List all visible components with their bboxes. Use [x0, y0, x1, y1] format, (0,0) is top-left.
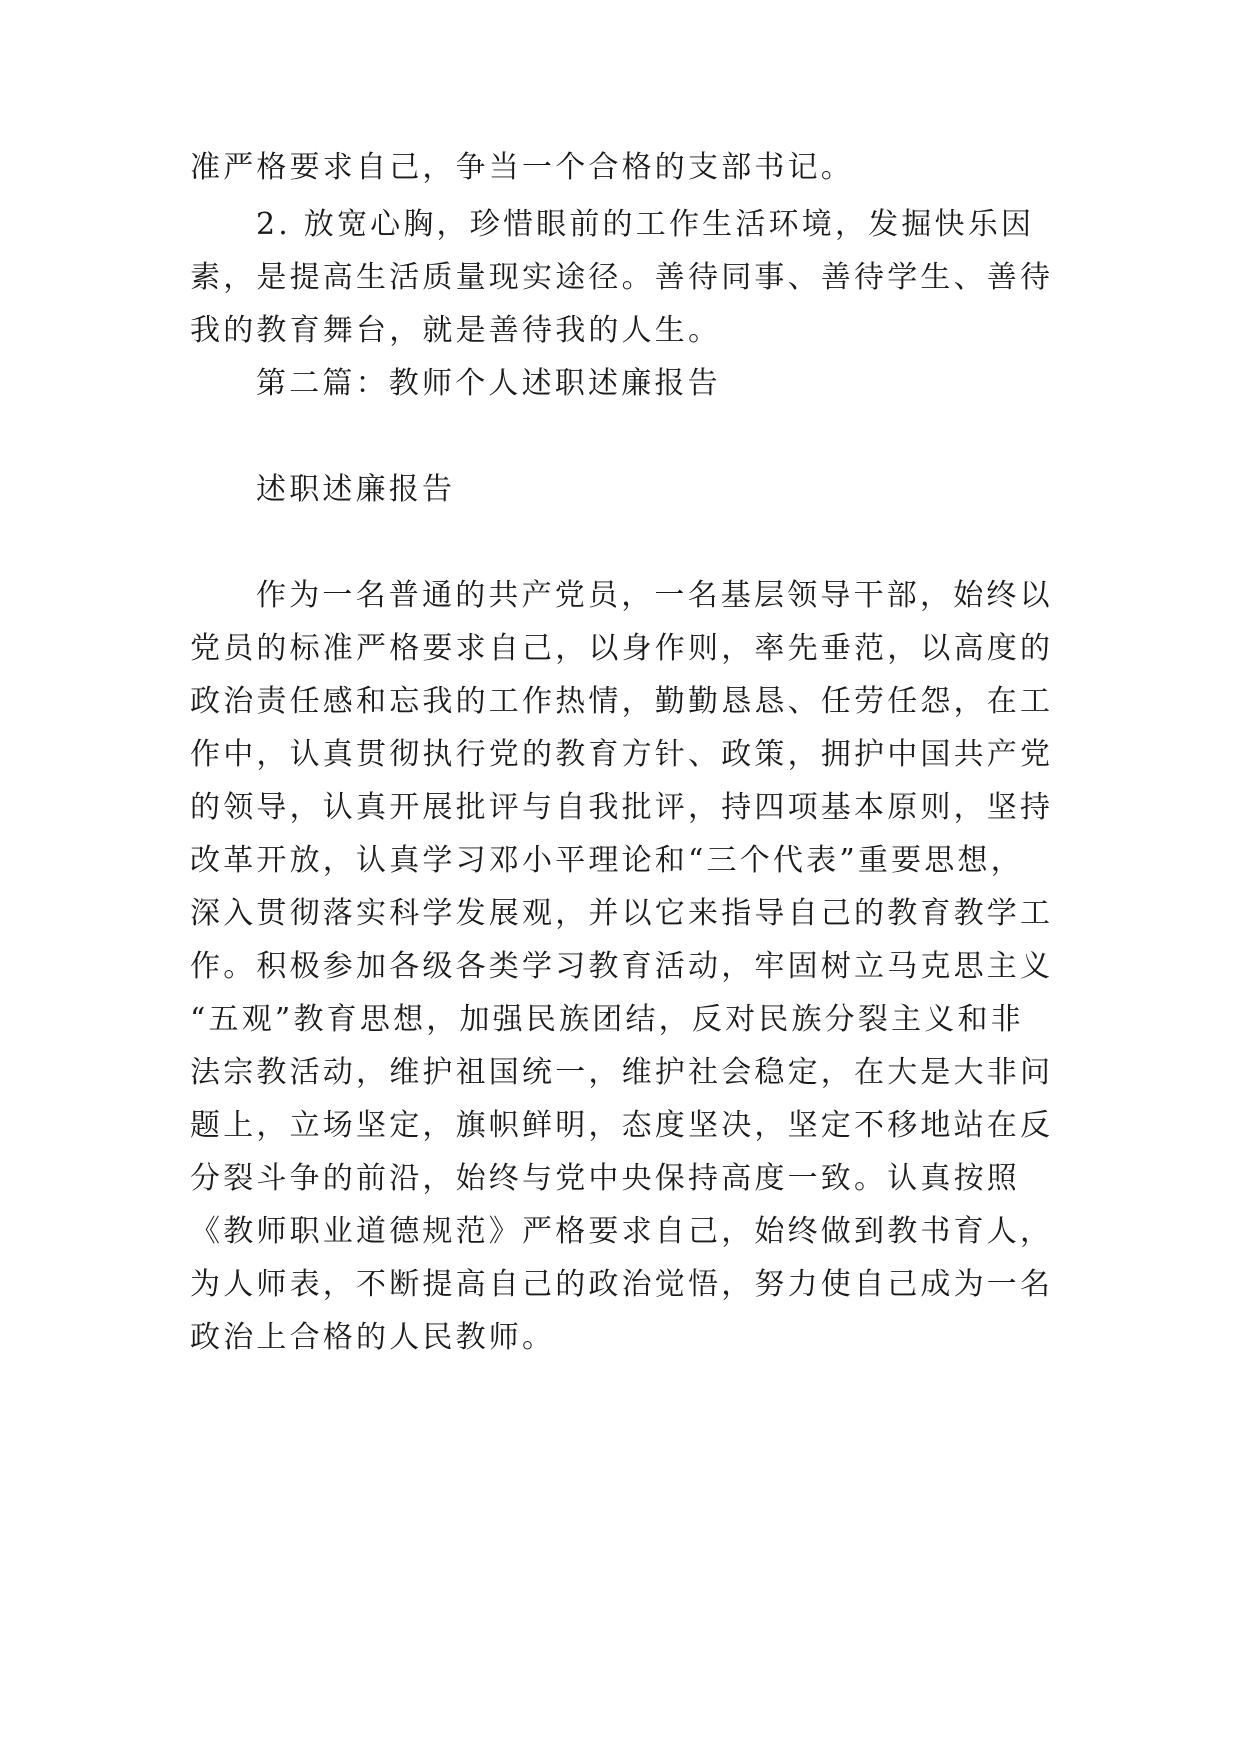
paragraph-line: 政治上合格的人民教师。: [190, 1320, 556, 1355]
section-heading: 第二篇：教师个人述职述廉报告: [256, 366, 721, 401]
paragraph-line: 准严格要求自己，争当一个合格的支部书记。: [190, 150, 854, 185]
paragraph-line: 作为一名普通的共产党员，一名基层领导干部，始终以: [256, 578, 1053, 613]
paragraph-line: 素，是提高生活质量现实途径。善待同事、善待学生、善待: [190, 260, 1054, 295]
paragraph-line: 分裂斗争的前沿，始终与党中央保持高度一致。认真按照: [190, 1161, 1020, 1196]
report-title: 述职述廉报告: [256, 472, 456, 507]
paragraph-line: 的领导，认真开展批评与自我批评，持四项基本原则，坚持: [190, 790, 1054, 825]
paragraph-line: 政治责任感和忘我的工作热情，勤勤恳恳、任劳任怨，在工: [190, 684, 1054, 719]
paragraph-line: 《教师职业道德规范》严格要求自己，始终做到教书育人，: [190, 1214, 1054, 1249]
paragraph-line: 2. 放宽心胸，珍惜眼前的工作生活环境，发掘快乐因: [256, 207, 1035, 242]
paragraph-line: 题上，立场坚定，旗帜鲜明，态度坚决，坚定不移地站在反: [190, 1108, 1054, 1143]
paragraph-line: 深入贯彻落实科学发展观，并以它来指导自己的教育教学工: [190, 896, 1054, 931]
paragraph-line: 我的教育舞台，就是善待我的人生。: [190, 313, 722, 348]
paragraph-line: 作中，认真贯彻执行党的教育方针、政策，拥护中国共产党: [190, 737, 1054, 772]
paragraph-line: 党员的标准严格要求自己，以身作则，率先垂范，以高度的: [190, 631, 1054, 666]
paragraph-line: 为人师表，不断提高自己的政治觉悟，努力使自己成为一名: [190, 1267, 1054, 1302]
paragraph-line: 作。积极参加各级各类学习教育活动，牢固树立马克思主义: [190, 949, 1054, 984]
paragraph-line: 法宗教活动，维护祖国统一，维护社会稳定，在大是大非问: [190, 1055, 1054, 1090]
paragraph-line: 改革开放，认真学习邓小平理论和“三个代表”重要思想，: [190, 843, 1024, 878]
paragraph-line: “五观”教育思想，加强民族团结，反对民族分裂主义和非: [190, 1002, 1024, 1037]
